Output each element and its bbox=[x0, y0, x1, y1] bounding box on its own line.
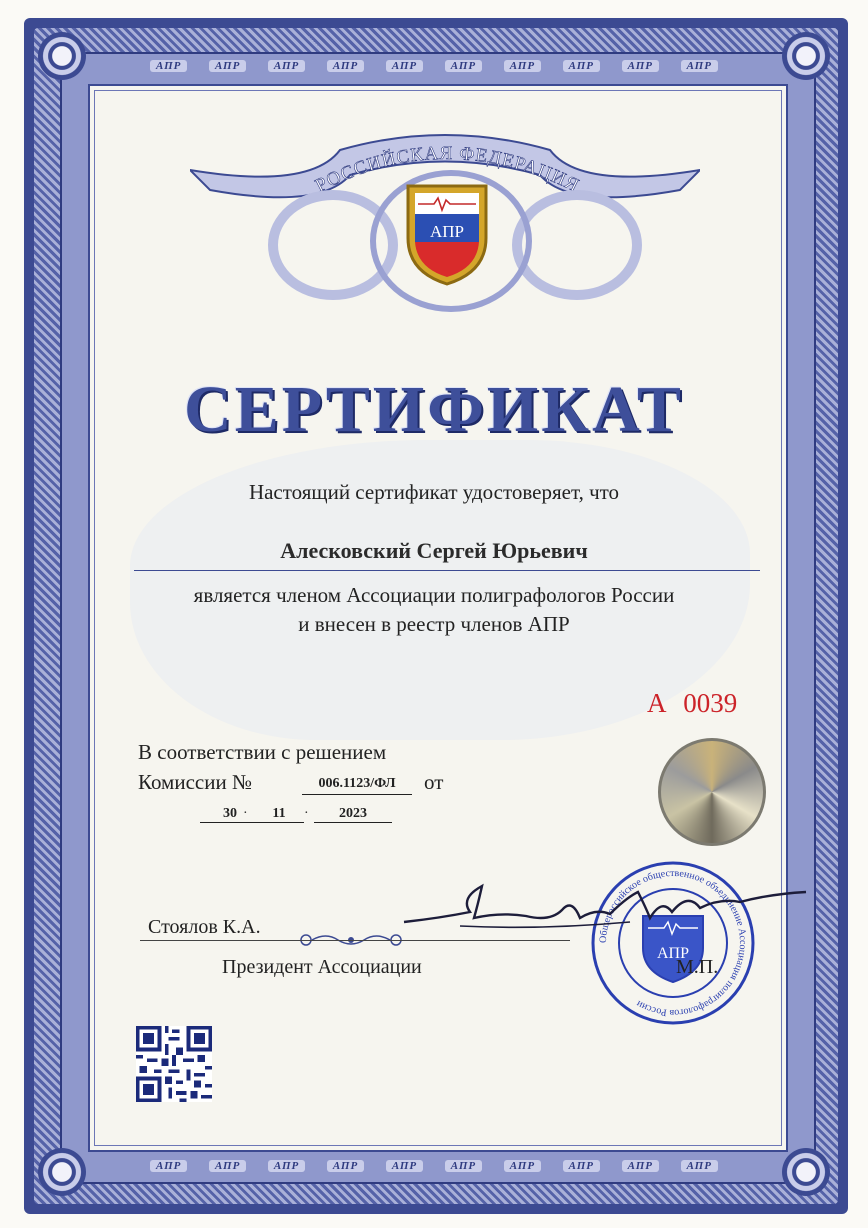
date-separator: · bbox=[304, 806, 309, 821]
strip-label: АПР bbox=[445, 60, 482, 72]
intro-text: Настоящий сертификат удостоверяет, что bbox=[248, 480, 620, 504]
strip-label: АПР bbox=[150, 60, 187, 72]
strip-label: АПР bbox=[504, 1160, 541, 1172]
strip-label: АПР bbox=[622, 60, 659, 72]
membership-line-1: является членом Ассоциации полиграфологов России bbox=[193, 583, 675, 607]
strip-label: АПР bbox=[268, 60, 305, 72]
name-underline bbox=[134, 570, 760, 571]
bottom-apr-strip bbox=[150, 1156, 718, 1176]
date-separator: · bbox=[243, 806, 248, 821]
strip-label: АПР bbox=[563, 1160, 600, 1172]
corner-ornament-icon bbox=[38, 32, 86, 80]
date-day: 30 bbox=[223, 806, 237, 821]
strip-label: АПР bbox=[563, 60, 600, 72]
decision-number-underline bbox=[302, 794, 412, 795]
decision-line-1: В соответствии с решением bbox=[138, 740, 387, 764]
strip-label: АПР bbox=[327, 1160, 364, 1172]
president-name: Стоялов К.А. bbox=[148, 916, 261, 938]
strip-label: АПР bbox=[504, 60, 541, 72]
corner-ornament-icon bbox=[782, 32, 830, 80]
top-apr-strip bbox=[150, 56, 718, 76]
ribbon-country-text: РОССИЙСКАЯ ФЕДЕРАЦИЯ bbox=[312, 142, 583, 197]
corner-ornament-icon bbox=[782, 1148, 830, 1196]
president-title: Президент Ассоциации bbox=[222, 956, 422, 978]
date-day-underline bbox=[200, 822, 260, 823]
hologram-icon bbox=[658, 738, 766, 846]
signature-line bbox=[140, 940, 570, 941]
strip-label: АПР bbox=[681, 60, 718, 72]
strip-label: АПР bbox=[622, 1160, 659, 1172]
strip-label: АПР bbox=[327, 60, 364, 72]
emblem bbox=[190, 130, 700, 340]
decision-prefix: Комиссии № bbox=[138, 770, 252, 794]
date-month: 11 bbox=[272, 806, 286, 821]
strip-label: АПР bbox=[209, 1160, 246, 1172]
registry-number: А 0039 bbox=[647, 688, 738, 718]
signature-icon bbox=[400, 878, 810, 948]
decision-suffix: от bbox=[424, 770, 444, 794]
strip-label: АПР bbox=[268, 1160, 305, 1172]
strip-label: АПР bbox=[209, 60, 246, 72]
strip-label: АПР bbox=[681, 1160, 718, 1172]
certificate-title: СЕРТИФИКАТ bbox=[184, 373, 684, 446]
date-month-underline bbox=[254, 822, 304, 823]
membership-line-2: и внесен в реестр членов АПР bbox=[298, 612, 570, 636]
stamp-center-text: АПР bbox=[656, 945, 690, 962]
seal-place-label: М.П. bbox=[676, 956, 719, 978]
strip-label: АПР bbox=[386, 60, 423, 72]
corner-ornament-icon bbox=[38, 1148, 86, 1196]
strip-label: АПР bbox=[445, 1160, 482, 1172]
date-year-underline bbox=[314, 822, 392, 823]
date-year: 2023 bbox=[339, 806, 367, 821]
qr-code-icon bbox=[136, 1026, 212, 1102]
holder-name: Алесковский Сергей Юрьевич bbox=[280, 538, 588, 563]
stamp-ring-text: Общероссийское общественное объединение Ассоциация полиграфологов России bbox=[597, 867, 749, 1019]
shield-label: АПР bbox=[429, 222, 465, 241]
strip-label: АПР bbox=[386, 1160, 423, 1172]
strip-label: АПР bbox=[150, 1160, 187, 1172]
decision-number: 006.1123/ФЛ bbox=[318, 776, 396, 791]
shield-icon bbox=[404, 180, 490, 288]
